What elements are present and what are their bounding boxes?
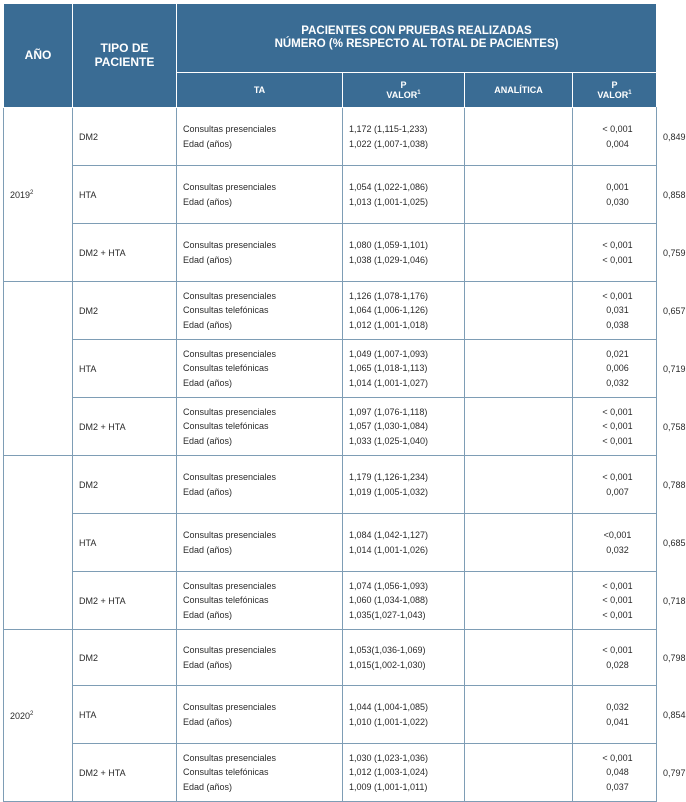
table-body <box>4 108 686 802</box>
year-value: 2019 <box>10 189 31 200</box>
header-p-letter: P <box>400 79 407 90</box>
analitica-value: 0,041 <box>606 716 629 727</box>
p-valor-1 <box>465 224 573 282</box>
ta-value: 1,035(1,027-1,043) <box>349 609 426 620</box>
analitica-value: 0,037 <box>606 781 629 792</box>
analitica-values <box>573 456 657 514</box>
ta-value: 1,019 (1,005-1,032) <box>349 486 429 497</box>
p-valor-1 <box>465 686 573 744</box>
variable-label: Consultas telefónicas <box>183 767 269 778</box>
variable-labels <box>177 744 343 802</box>
p-valor-1 <box>465 398 573 456</box>
analitica-value: < 0,001 <box>602 472 633 482</box>
ta-value: 1,054 (1,022-1,086) <box>349 182 429 192</box>
variable-label: Consultas telefónicas <box>183 595 269 606</box>
analitica-value: < 0,001 <box>602 254 633 265</box>
variable-label: Consultas presenciales <box>183 580 277 591</box>
analitica-value: < 0,001 <box>602 580 633 591</box>
ta-value: 1,012 (1,003-1,024) <box>349 767 429 778</box>
ta-value: 1,009 (1,001-1,011) <box>349 781 428 792</box>
table-row: HTA Consultas presenciales Edad (años) 1,084 (1,042-1,127) 1,014 (1,001-1,026) <0,001 0,032 0,685 <box>4 514 657 572</box>
variable-label: Edad (años) <box>183 659 233 670</box>
variable-label: Edad (años) <box>183 609 233 620</box>
table-row: HTA Consultas presenciales Consultas telefónicas Edad (años) 1,049 (1,007-1,093) 1,065 (1,018-1,113) 1,014 (1,001-1,027) 0,021 0,006 0,032 0,719 <box>4 340 657 398</box>
ta-values <box>343 744 465 802</box>
analitica-value: 0,032 <box>606 702 629 712</box>
variable-label: Edad (años) <box>183 196 233 207</box>
analitica-values <box>573 282 657 340</box>
variable-label: Consultas telefónicas <box>183 421 269 432</box>
analitica-values <box>573 224 657 282</box>
table-row: DM2 + HTA Consultas presenciales Consultas telefónicas Edad (años) 1,074 (1,056-1,093) 1,060 (1,034-1,088) 1,035(1,027-1,043) < 0,001 < 0,001 < 0,001 0,718 <box>4 572 657 630</box>
table-row: DM2 + HTA Consultas presenciales Consultas telefónicas Edad (años) 1,030 (1,023-1,036) 1,012 (1,003-1,024) 1,009 (1,001-1,011) < 0,001 0,048 0,037 0,797 <box>4 744 657 802</box>
patient-type: DM2 <box>73 108 177 166</box>
ta-value: 1,010 (1,001-1,022) <box>349 716 429 727</box>
ta-values <box>343 514 465 572</box>
header-group <box>177 4 657 73</box>
year-cell <box>4 630 73 802</box>
ta-value: 1,172 (1,115-1,233) <box>349 124 428 134</box>
header-group-line2: NÚMERO (% RESPECTO AL TOTAL DE PACIENTES) <box>274 38 559 50</box>
ta-values <box>343 456 465 514</box>
variable-labels <box>177 108 343 166</box>
year-cell <box>4 456 73 630</box>
analitica-values <box>573 514 657 572</box>
variable-label: Edad (años) <box>183 319 233 330</box>
ta-value: 1,012 (1,001-1,018) <box>349 319 429 330</box>
patient-type: HTA <box>73 340 177 398</box>
ta-value: 1,033 (1,025-1,040) <box>349 435 429 446</box>
header-valor-sup: 1 <box>417 90 421 96</box>
variable-label: Consultas presenciales <box>183 530 277 540</box>
variable-label: Edad (años) <box>183 544 233 555</box>
ta-values <box>343 340 465 398</box>
analitica-value: 0,031 <box>606 305 629 316</box>
header-tipo-line1: TIPO DE <box>100 40 149 55</box>
analitica-value: < 0,001 <box>602 406 633 417</box>
table-row: DM2 + HTA Consultas presenciales Edad (años) 1,080 (1,059-1,101) 1,038 (1,029-1,046) < 0,001 < 0,001 0,759 <box>4 224 657 282</box>
ta-values <box>343 166 465 224</box>
table-row: HTA Consultas presenciales Edad (años) 1,054 (1,022-1,086) 1,013 (1,001-1,025) 0,001 0,030 0,858 <box>4 166 657 224</box>
variable-label: Consultas presenciales <box>183 406 277 417</box>
patient-type: DM2 <box>73 282 177 340</box>
variable-label: Edad (años) <box>183 486 233 497</box>
variable-label: Consultas presenciales <box>183 290 277 301</box>
p-valor-1 <box>465 108 573 166</box>
variable-label: Consultas presenciales <box>183 240 277 250</box>
variable-label: Consultas presenciales <box>183 348 277 359</box>
ta-value: 1,065 (1,018-1,113) <box>349 363 428 374</box>
analitica-value: 0,030 <box>606 196 629 207</box>
ta-values <box>343 108 465 166</box>
analitica-values <box>573 166 657 224</box>
ta-value: 1,022 (1,007-1,038) <box>349 138 429 149</box>
header-analitica: ANALÍTICA <box>465 73 573 108</box>
variable-label: Consultas presenciales <box>183 702 277 712</box>
variable-label: Edad (años) <box>183 435 233 446</box>
header-tipo-paciente <box>73 4 177 108</box>
analitica-values <box>573 340 657 398</box>
analitica-value: < 0,001 <box>602 124 633 134</box>
variable-labels <box>177 166 343 224</box>
variable-label: Consultas telefónicas <box>183 305 269 316</box>
analitica-value: < 0,001 <box>602 609 633 620</box>
analitica-values <box>573 630 657 686</box>
analitica-value: 0,032 <box>606 544 629 555</box>
variable-label: Edad (años) <box>183 138 233 149</box>
analitica-value: 0,021 <box>606 348 629 359</box>
variable-labels <box>177 456 343 514</box>
analitica-value: < 0,001 <box>602 421 633 432</box>
year-cell <box>4 282 73 456</box>
variable-label: Consultas presenciales <box>183 645 277 655</box>
ta-value: 1,015(1,002-1,030) <box>349 659 426 670</box>
p-valor-1 <box>465 744 573 802</box>
ta-value: 1,014 (1,001-1,027) <box>349 377 429 388</box>
header-ano: AÑO <box>4 4 73 108</box>
analitica-value: 0,032 <box>606 377 629 388</box>
variable-labels <box>177 572 343 630</box>
table-row: 2020$^2$ DM2 Consultas presenciales Edad (años) 1,053(1,036-1,069) 1,015(1,002-1,030) < 0,001 0,028 0,798 <box>4 630 657 686</box>
ta-value: 1,044 (1,004-1,085) <box>349 702 429 712</box>
p-valor-1 <box>465 166 573 224</box>
ta-values <box>343 282 465 340</box>
header-ta: TA <box>177 73 343 108</box>
header-p-valor-2 <box>573 73 657 108</box>
header-valor-sup: 1 <box>628 90 632 96</box>
variable-labels <box>177 224 343 282</box>
ta-value: 1,080 (1,059-1,101) <box>349 240 429 250</box>
variable-label: Consultas telefónicas <box>183 363 269 374</box>
header-tipo-line2: PACIENTE <box>94 54 155 69</box>
ta-values <box>343 572 465 630</box>
analitica-value: 0,007 <box>606 486 629 497</box>
table-row: 2019$^2$ DM2 Consultas presenciales Edad (años) 1,172 (1,115-1,233) 1,022 (1,007-1,038) < 0,001 0,004 0,849 <box>4 108 657 166</box>
variable-label: Edad (años) <box>183 716 233 727</box>
ta-value: 1,014 (1,001-1,026) <box>349 544 429 555</box>
analitica-value: < 0,001 <box>602 435 633 446</box>
variable-label: Consultas presenciales <box>183 182 277 192</box>
analitica-value: 0,006 <box>606 363 629 374</box>
ta-value: 1,049 (1,007-1,093) <box>349 348 429 359</box>
patient-type: DM2 + HTA <box>73 224 177 282</box>
patient-type: HTA <box>73 514 177 572</box>
p-valor-1 <box>465 630 573 686</box>
analitica-value: < 0,001 <box>602 290 633 301</box>
ta-value: 1,064 (1,006-1,126) <box>349 305 429 316</box>
patient-type: HTA <box>73 686 177 744</box>
ta-value: 1,057 (1,030-1,084) <box>349 421 429 432</box>
analitica-values <box>573 744 657 802</box>
year-value: 2020 <box>10 710 31 721</box>
ta-value: 1,097 (1,076-1,118) <box>349 406 428 417</box>
analitica-value: < 0,001 <box>602 240 633 250</box>
variable-label: Edad (años) <box>183 254 233 265</box>
ta-values <box>343 224 465 282</box>
analitica-values <box>573 686 657 744</box>
ta-value: 1,074 (1,056-1,093) <box>349 580 429 591</box>
variable-label: Consultas presenciales <box>183 752 277 763</box>
variable-label: Edad (años) <box>183 377 233 388</box>
header-valor-label: VALOR <box>597 90 629 100</box>
results-table <box>3 3 686 802</box>
analitica-values <box>573 398 657 456</box>
ta-value: 1,053(1,036-1,069) <box>349 645 426 655</box>
analitica-value: 0,048 <box>606 767 629 778</box>
patient-type: DM2 + HTA <box>73 744 177 802</box>
analitica-values <box>573 108 657 166</box>
year-sup: 2 <box>30 189 34 196</box>
variable-labels <box>177 398 343 456</box>
year-sup: 2 <box>30 710 34 717</box>
p-valor-1 <box>465 456 573 514</box>
patient-type: DM2 + HTA <box>73 398 177 456</box>
variable-labels <box>177 686 343 744</box>
analitica-value: < 0,001 <box>602 752 633 763</box>
patient-type: DM2 + HTA <box>73 572 177 630</box>
table-row: DM2 Consultas presenciales Consultas telefónicas Edad (años) 1,126 (1,078-1,176) 1,064 (1,006-1,126) 1,012 (1,001-1,018) < 0,001 0,031 0,038 0,657 <box>4 282 657 340</box>
p-valor-1 <box>465 572 573 630</box>
variable-labels <box>177 340 343 398</box>
analitica-values <box>573 572 657 630</box>
analitica-value: 0,028 <box>606 659 629 670</box>
p-valor-1 <box>465 282 573 340</box>
header-p-valor-1 <box>343 73 465 108</box>
patient-type: DM2 <box>73 456 177 514</box>
ta-values <box>343 686 465 744</box>
header-valor-label: VALOR <box>386 90 418 100</box>
ta-value: 1,013 (1,001-1,025) <box>349 196 429 207</box>
ta-value: 1,084 (1,042-1,127) <box>349 530 429 540</box>
ta-value: 1,038 (1,029-1,046) <box>349 254 429 265</box>
analitica-value: < 0,001 <box>602 645 633 655</box>
p-valor-1 <box>465 514 573 572</box>
ta-value: 1,060 (1,034-1,088) <box>349 595 429 606</box>
variable-label: Edad (años) <box>183 781 233 792</box>
analitica-value: 0,004 <box>606 138 629 149</box>
variable-labels <box>177 630 343 686</box>
header-group-line1: PACIENTES CON PRUEBAS REALIZADAS <box>301 24 532 37</box>
variable-labels <box>177 514 343 572</box>
header-p-letter: P <box>611 79 618 90</box>
analitica-value: 0,001 <box>606 182 629 192</box>
table-row: DM2 Consultas presenciales Edad (años) 1,179 (1,126-1,234) 1,019 (1,005-1,032) < 0,001 0,007 0,788 <box>4 456 657 514</box>
patient-type: DM2 <box>73 630 177 686</box>
analitica-value: 0,038 <box>606 319 629 330</box>
year-cell <box>4 108 73 282</box>
table-row: HTA Consultas presenciales Edad (años) 1,044 (1,004-1,085) 1,010 (1,001-1,022) 0,032 0,041 0,854 <box>4 686 657 744</box>
table-row: DM2 + HTA Consultas presenciales Consultas telefónicas Edad (años) 1,097 (1,076-1,118) 1,057 (1,030-1,084) 1,033 (1,025-1,040) < 0,001 < 0,001 < 0,001 0,758 <box>4 398 657 456</box>
ta-value: 1,179 (1,126-1,234) <box>349 472 429 482</box>
variable-label: Consultas presenciales <box>183 124 277 134</box>
ta-values <box>343 630 465 686</box>
patient-type: HTA <box>73 166 177 224</box>
variable-labels <box>177 282 343 340</box>
ta-value: 1,126 (1,078-1,176) <box>349 290 429 301</box>
ta-values <box>343 398 465 456</box>
variable-label: Consultas presenciales <box>183 472 277 482</box>
analitica-value: < 0,001 <box>602 595 633 606</box>
analitica-value: <0,001 <box>603 530 632 540</box>
ta-value: 1,030 (1,023-1,036) <box>349 752 429 763</box>
p-valor-1 <box>465 340 573 398</box>
